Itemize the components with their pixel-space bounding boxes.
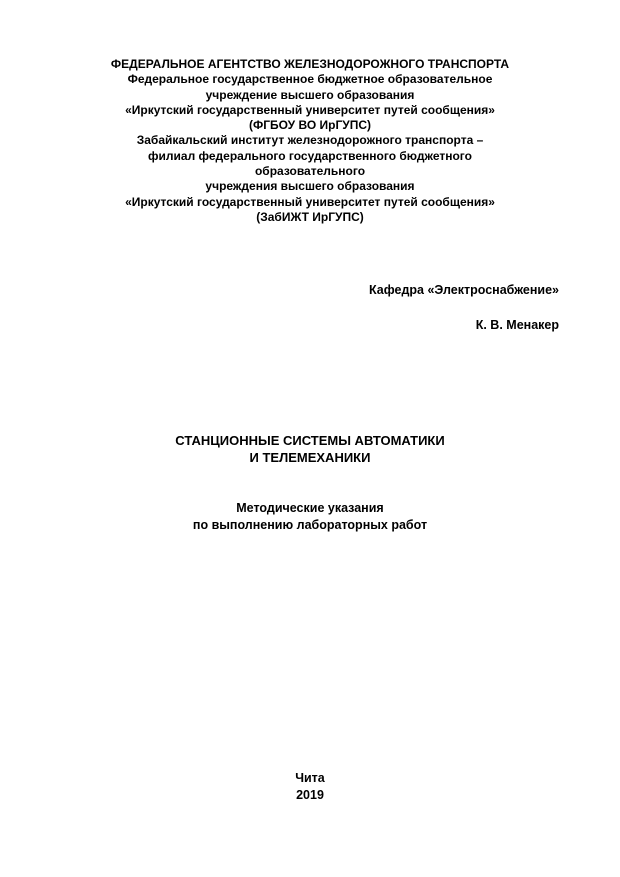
header-line: ФЕДЕРАЛЬНОЕ АГЕНТСТВО ЖЕЛЕЗНОДОРОЖНОГО ТРАНСПОРТА (110, 57, 510, 71)
document-title (60, 432, 560, 466)
header-line: Федеральное государственное бюджетное образовательное (127, 72, 493, 87)
author-name: К. В. Менакер (475, 318, 559, 332)
header-line: (ФГБОУ ВО ИрГУПС) (248, 118, 372, 133)
city: Чита (295, 771, 325, 785)
header-line: филиал федерального государственного бюджетного (148, 148, 472, 163)
header-line: (ЗабИЖТ ИрГУПС) (256, 209, 364, 224)
imprint (60, 770, 560, 804)
header-line: «Иркутский государственный университет путей сообщения» (125, 194, 495, 209)
header-line: Забайкальский институт железнодорожного транспорта – (136, 133, 484, 148)
header-line: учреждения высшего образования (205, 179, 415, 194)
institution-header (60, 57, 560, 225)
document-subtitle (60, 500, 560, 534)
subtitle-line: Методические указания (236, 501, 384, 515)
header-line: образовательного (254, 164, 366, 179)
title-line: СТАНЦИОННЫЕ СИСТЕМЫ АВТОМАТИКИ (175, 433, 445, 448)
header-line: «Иркутский государственный университет путей сообщения» (125, 102, 495, 117)
department-name: Кафедра «Электроснабжение» (369, 283, 559, 297)
title-line: И ТЕЛЕМЕХАНИКИ (249, 450, 371, 465)
year: 2019 (296, 788, 324, 802)
subtitle-line: по выполнению лабораторных работ (192, 518, 428, 532)
header-line: учреждение высшего образования (205, 87, 415, 102)
